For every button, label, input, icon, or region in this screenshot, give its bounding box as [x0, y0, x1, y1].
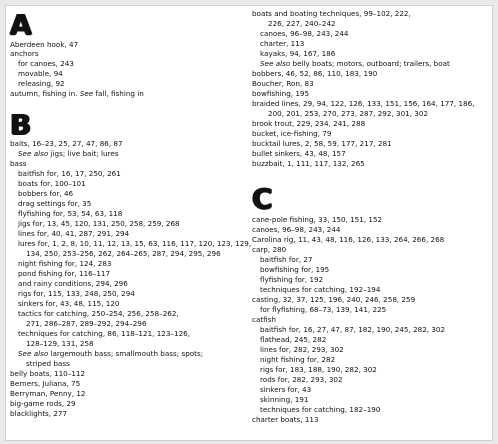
index-continuation: 128–129, 131, 258: [26, 339, 94, 348]
index-entry: bullet sinkers, 43, 48, 157: [252, 149, 346, 158]
index-subentry: rigs for, 115, 133, 248, 250, 294: [18, 289, 135, 298]
index-subentry: flyfishing for, 192: [260, 275, 324, 284]
index-continuation: 134, 250, 253–256, 262, 264–265, 287, 294, 295, 296: [26, 249, 221, 258]
section-letter-a-text: A: [10, 8, 32, 41]
index-entry: Berners, Juliana, 75: [10, 379, 81, 388]
index-entry: big-game rods, 29: [10, 399, 76, 408]
index-continuation: 271, 286–287, 289–292, 294–296: [26, 319, 147, 328]
index-entry: bobbers, 46, 52, 86, 110, 183, 190: [252, 69, 378, 78]
index-continuation: 200, 201, 253, 270, 273, 287, 292, 301, 302: [268, 109, 429, 118]
section-letter-c-text: C: [252, 182, 273, 215]
index-entry: Boucher, Ron, 83: [252, 79, 314, 88]
index-page: [5, 5, 493, 441]
index-subentry: rods for, 282, 293, 302: [260, 375, 343, 384]
index-entry: brook trout, 229, 234, 241, 288: [252, 119, 366, 128]
index-subentry: flyfishing for, 53, 54, 63, 118: [18, 209, 123, 218]
index-entry: autumn, fishing in. See fall, fishing in: [10, 89, 144, 98]
index-subentry: canoes, 96–98, 243, 244: [260, 29, 349, 38]
index-subentry: baitfish for, 16, 27, 47, 87, 182, 190, 245, 282, 302: [260, 325, 446, 334]
index-entry: charter boats, 113: [252, 415, 319, 424]
index-entry: anchors: [10, 49, 39, 58]
index-entry: canoes, 96–98, 243, 244: [252, 225, 341, 234]
index-subentry: techniques for catching, 86, 118–121, 123–126,: [18, 329, 191, 338]
section-letter-b-text: B: [10, 108, 32, 141]
index-continuation: striped bass: [26, 359, 70, 368]
section-letter-b: [10, 108, 32, 141]
index-subentry: movable, 94: [18, 69, 63, 78]
index-subentry: night fishing for, 282: [260, 355, 336, 364]
index-subentry: jigs for, 13, 45, 120, 131, 250, 258, 259, 268: [18, 219, 180, 228]
index-subentry: lures for, 1, 2, 8, 10, 11, 12, 13, 15, 63, 116, 117, 120, 123, 129,: [18, 239, 252, 248]
index-subentry: boats for, 100–101: [18, 179, 86, 188]
index-subentry: baitfish for, 27: [260, 255, 313, 264]
index-crossref: See also largemouth bass; smallmouth bass; spots;: [18, 349, 204, 358]
index-subentry: techniques for catching, 192–194: [260, 285, 381, 294]
index-continuation: 226, 227, 240–242: [268, 19, 336, 28]
index-subentry: for canoes, 243: [18, 59, 74, 68]
index-subentry: and rainy conditions, 294, 296: [18, 279, 128, 288]
index-entry: carp, 280: [252, 245, 287, 254]
index-entry: braided lines, 29, 94, 122, 126, 133, 151, 156, 164, 177, 186,: [252, 99, 475, 108]
index-crossref: See also jigs; live bait; lures: [18, 149, 119, 158]
index-entry: Aberdeen hook, 47: [10, 40, 79, 49]
index-subentry: bowfishing for, 195: [260, 265, 330, 274]
index-subentry: lines for, 282, 293, 302: [260, 345, 344, 354]
index-subentry: for flyfishing, 68–73, 139, 141, 225: [260, 305, 387, 314]
index-subentry: skinning, 191: [260, 395, 309, 404]
index-entry: catfish: [252, 315, 277, 324]
index-crossref: See also belly boats; motors, outboard; trailers, boat: [260, 59, 450, 68]
index-subentry: night fishing for, 124, 283: [18, 259, 112, 268]
section-letter-a: [10, 8, 32, 41]
index-subentry: releasing, 92: [18, 79, 65, 88]
index-entry: bass: [10, 159, 27, 168]
index-entry: cane-pole fishing, 33, 150, 151, 152: [252, 215, 383, 224]
index-entry: casting, 32, 37, 125, 196, 240, 246, 258, 259: [252, 295, 416, 304]
index-subentry: kayaks, 94, 167, 186: [260, 49, 336, 58]
index-entry: bucktail lures, 2, 58, 59, 177, 217, 281: [252, 139, 392, 148]
index-subentry: sinkers for, 43, 48, 115, 120: [18, 299, 120, 308]
index-subentry: rigs for, 183, 188, 190, 282, 302: [260, 365, 377, 374]
index-subentry: pond fishing for, 116–117: [18, 269, 111, 278]
index-subentry: baitfish for, 16, 17, 250, 261: [18, 169, 121, 178]
index-entry: boats and boating techniques, 99–102, 222,: [252, 9, 411, 18]
index-subentry: sinkers for, 43: [260, 385, 312, 394]
section-letter-c: [252, 182, 274, 215]
index-subentry: bobbers for, 46: [18, 189, 74, 198]
index-entry: Berryman, Penny, 12: [10, 389, 86, 398]
index-entry: Carolina rig, 11, 43, 48, 116, 126, 133, 264, 266, 268: [252, 235, 445, 244]
index-entry: bowfishing, 195: [252, 89, 310, 98]
index-entry: buzzbait, 1, 111, 117, 132, 265: [252, 159, 365, 168]
index-entry: belly boats, 110–112: [10, 369, 86, 378]
index-subentry: charter, 113: [260, 39, 305, 48]
index-subentry: lines for, 40, 41, 287, 291, 294: [18, 229, 130, 238]
index-entry: bucket, ice-fishing, 79: [252, 129, 332, 138]
index-subentry: flathead, 245, 282: [260, 335, 327, 344]
index-entry: blacklights, 277: [10, 409, 68, 418]
index-subentry: tactics for catching, 250–254, 256, 258–262,: [18, 309, 179, 318]
index-entry: baits, 16–23, 25, 27, 47, 86, 87: [10, 139, 123, 148]
index-subentry: techniques for catching, 182–190: [260, 405, 381, 414]
index-subentry: drag settings for, 35: [18, 199, 92, 208]
